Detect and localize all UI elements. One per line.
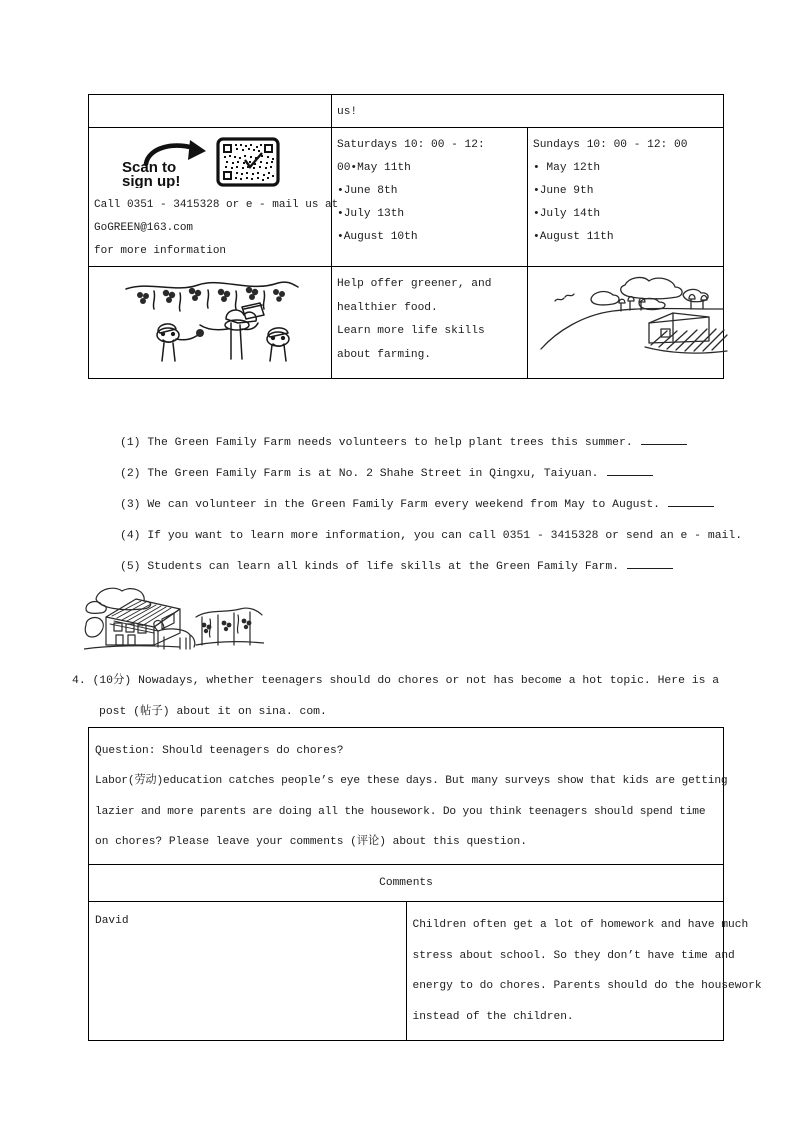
question-text-5: (5) Students can learn all kinds of life skills at the Green Family Farm. <box>120 561 619 573</box>
q4-line-2: post (帖子) about it on sina. com. <box>99 706 327 718</box>
table-row-post-body <box>89 728 724 865</box>
contact-line-1: Call 0351 - 3415328 or e - mail us at <box>94 199 339 212</box>
table-row-schedule <box>89 128 724 267</box>
blurb-line-4: about farming. <box>337 348 431 361</box>
question-text-1: (1) The Green Family Farm needs volunteers to help plant trees this summer. <box>120 437 633 449</box>
blurb-line-2: healthier food. <box>337 301 438 314</box>
sunday-line-1: Sundays 10: 00 - 12: 00 <box>533 139 688 152</box>
question-text-3: (3) We can volunteer in the Green Family Farm every weekend from May to August. <box>120 499 661 511</box>
flyer-cell-contact <box>89 128 339 267</box>
flyer-cell-blurb <box>332 267 528 379</box>
sunday-line-4: •July 14th <box>533 208 601 221</box>
q4-line-1: 4. (10分) Nowadays, whether teenagers should do chores or not has become a hot topic. Here is a <box>72 675 720 687</box>
true-false-question-list <box>120 428 743 583</box>
comment-line-3: energy to do chores. Parents should do the housework <box>412 980 762 993</box>
question-item-1 <box>120 428 730 459</box>
flyer-cell-sundays <box>528 128 724 267</box>
green-farm-flyer-table <box>88 94 724 379</box>
comment-line-4: instead of the children. <box>412 1010 574 1023</box>
comment-line-2: stress about school. So they don’t have time and <box>412 949 735 962</box>
flyer-cell-countryside-picture <box>528 267 724 379</box>
flyer-us-text: us! <box>337 106 358 118</box>
saturday-line-3: •June 8th <box>337 185 398 198</box>
answer-blank-2[interactable] <box>607 464 653 476</box>
grape-harvest-icon <box>118 273 303 365</box>
comment-line-1: Children often get a lot of homework and have much <box>412 919 749 932</box>
table-row-header-continuation <box>89 95 724 128</box>
flyer-cell-empty-topleft <box>89 95 332 128</box>
blurb-line-1: Help offer greener, and <box>337 278 492 291</box>
question-item-2 <box>120 459 730 490</box>
flyer-cell-us <box>332 95 724 128</box>
question-text-2: (2) The Green Family Farm is at No. 2 Shahe Street in Qingxu, Taiyuan. <box>120 468 599 480</box>
answer-blank-5[interactable] <box>627 557 673 569</box>
sina-post-table <box>88 727 762 1041</box>
blurb-line-3: Learn more life skills <box>337 325 485 338</box>
contact-line-2: GoGREEN@163.com <box>94 221 194 234</box>
answer-blank-1[interactable] <box>641 433 687 445</box>
svg-text:sign up!: sign up! <box>122 173 181 189</box>
sunday-line-3: •June 9th <box>533 185 594 198</box>
saturday-line-2: 00•May 11th <box>337 162 411 175</box>
question-item-5 <box>120 552 730 583</box>
sunday-line-2: • May 12th <box>533 162 601 175</box>
post-body-line-3: on chores? Please leave your comments (评论) about this question. <box>95 836 527 849</box>
commenter-name: David <box>95 915 129 928</box>
table-row-comment-david <box>89 902 724 1041</box>
flyer-cell-saturdays <box>332 128 528 267</box>
post-question-line: Question: Should teenagers do chores? <box>95 745 344 757</box>
flyer-cell-grape-picture <box>89 267 332 379</box>
table-row-illustrations <box>89 267 724 379</box>
post-body-cell <box>89 728 728 865</box>
saturday-line-4: •July 13th <box>337 208 405 221</box>
contact-line-3: for more information <box>94 244 227 257</box>
commenter-name-cell <box>89 902 407 1041</box>
answer-blank-3[interactable] <box>668 495 714 507</box>
countryside-farm-icon <box>533 273 729 357</box>
post-body-line-1: Labor(劳动)education catches people’s eye these days. But many surveys show that kids are getting <box>95 775 728 788</box>
farmhouse-sketch <box>84 583 264 655</box>
question-4-prompt <box>72 666 732 728</box>
saturday-line-1: Saturdays 10: 00 - 12: <box>337 139 485 152</box>
comment-text-cell <box>406 902 762 1041</box>
question-item-4 <box>120 521 743 552</box>
question-text-4: (4) If you want to learn more information, you can call 0351 - 3415328 or send an e - mail. <box>120 530 743 542</box>
post-body-line-2: lazier and more parents are doing all the housework. Do you think teenagers should spend time <box>95 805 706 818</box>
table-row-comments-header <box>89 864 724 901</box>
comments-header-cell <box>89 864 724 901</box>
sunday-line-5: •August 11th <box>533 231 614 244</box>
farmhouse-and-cow-icon <box>84 583 264 655</box>
scan-to-sign-up-qr-graphic <box>94 136 326 188</box>
comments-header-label: Comments <box>379 876 433 889</box>
question-item-3 <box>120 490 730 521</box>
svg-text:Scan to: Scan to <box>122 159 177 177</box>
saturday-line-5: •August 10th <box>337 231 418 244</box>
